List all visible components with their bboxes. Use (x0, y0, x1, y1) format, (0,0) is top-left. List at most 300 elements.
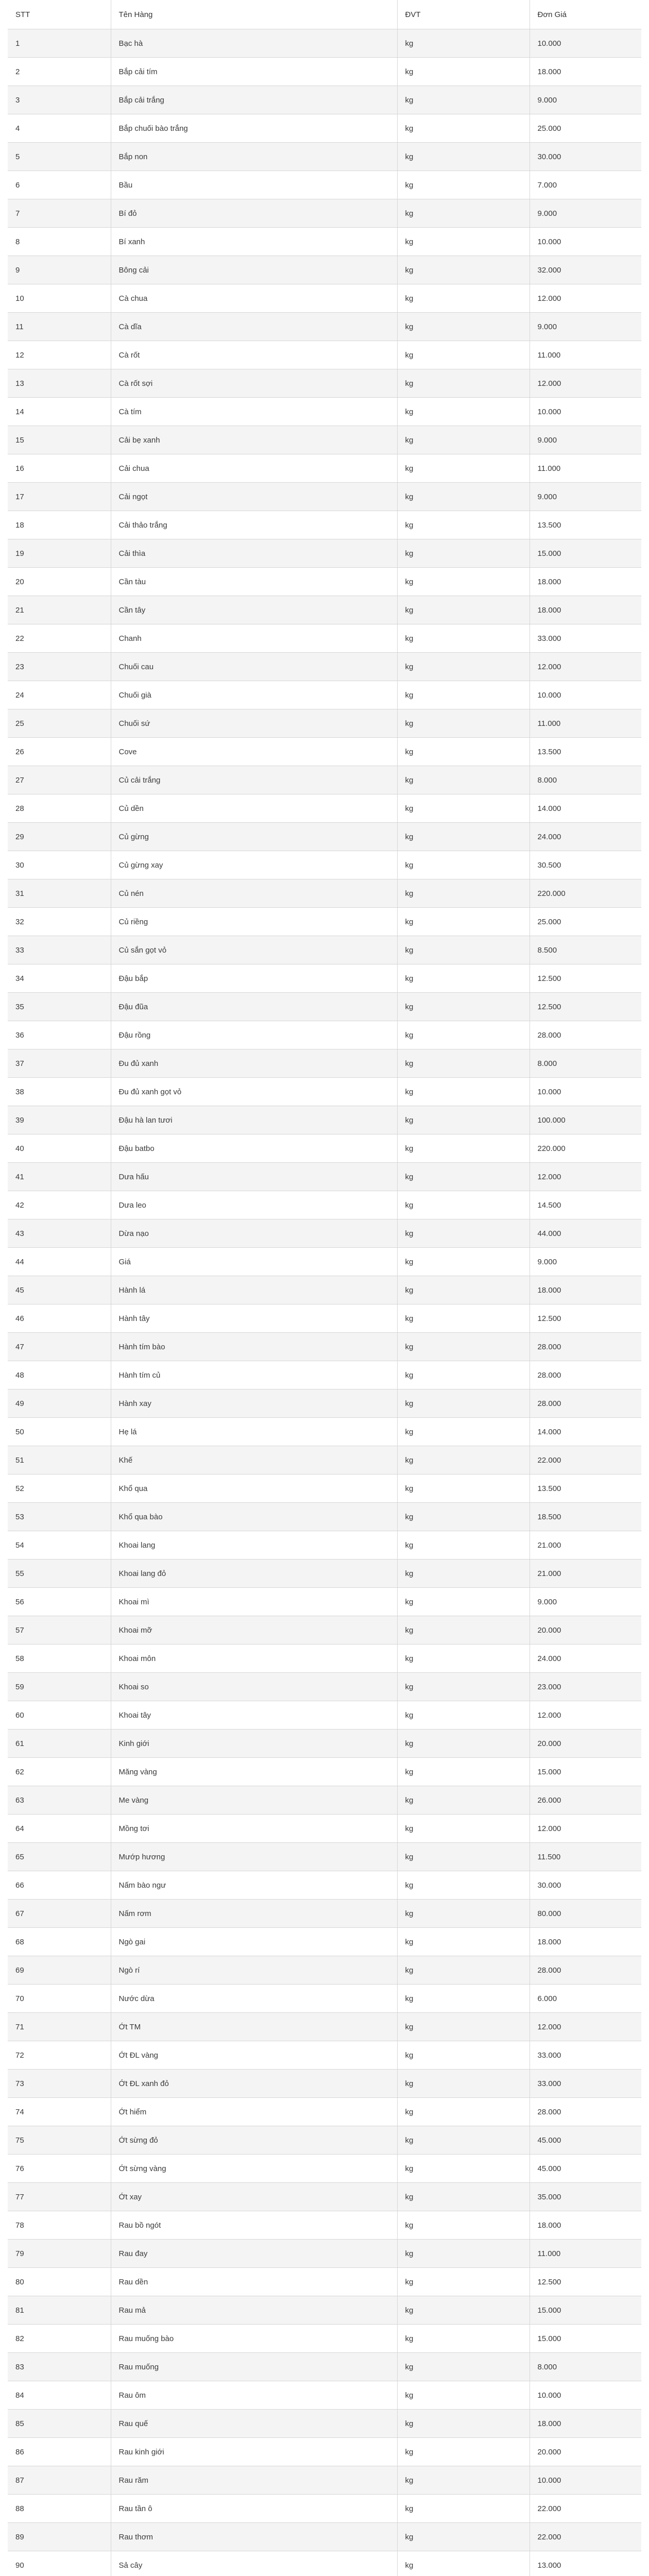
cell-price: 13.500 (530, 1475, 641, 1503)
cell-price: 12.500 (530, 964, 641, 993)
cell-price: 45.000 (530, 2155, 641, 2183)
table-row (8, 1304, 641, 1333)
cell-unit: kg (397, 483, 530, 511)
cell-unit: kg (397, 1900, 530, 1928)
cell-name: Khổ qua bào (111, 1503, 397, 1531)
cell-price: 33.000 (530, 624, 641, 653)
cell-price: 45.000 (530, 2126, 641, 2155)
cell-unit: kg (397, 2041, 530, 2070)
cell-unit: kg (397, 2070, 530, 2098)
cell-name: Măng vàng (111, 1758, 397, 1786)
cell-stt: 47 (8, 1333, 111, 1361)
cell-name: Ớt ĐL xanh đỏ (111, 2070, 397, 2098)
cell-price: 44.000 (530, 1219, 641, 1248)
cell-unit: kg (397, 1304, 530, 1333)
cell-stt: 18 (8, 511, 111, 539)
cell-stt: 40 (8, 1134, 111, 1163)
header-price: Đơn Giá (530, 0, 641, 29)
cell-price: 12.000 (530, 284, 641, 313)
cell-stt: 25 (8, 709, 111, 738)
cell-price: 28.000 (530, 1361, 641, 1389)
cell-name: Cove (111, 738, 397, 766)
cell-price: 15.000 (530, 2325, 641, 2353)
cell-price: 13.500 (530, 738, 641, 766)
table-row (8, 1078, 641, 1106)
cell-price: 28.000 (530, 2098, 641, 2126)
cell-name: Ớt sừng đỏ (111, 2126, 397, 2155)
cell-stt: 44 (8, 1248, 111, 1276)
cell-unit: kg (397, 1503, 530, 1531)
cell-unit: kg (397, 2013, 530, 2041)
cell-price: 8.000 (530, 1049, 641, 1078)
cell-price: 14.000 (530, 1418, 641, 1446)
cell-price: 9.000 (530, 1588, 641, 1616)
cell-unit: kg (397, 908, 530, 936)
table-row (8, 284, 641, 313)
cell-stt: 43 (8, 1219, 111, 1248)
cell-name: Cải chua (111, 454, 397, 483)
cell-name: Rau ôm (111, 2381, 397, 2410)
table-row (8, 2353, 641, 2381)
cell-unit: kg (397, 1928, 530, 1956)
cell-price: 220.000 (530, 1134, 641, 1163)
cell-name: Rau răm (111, 2466, 397, 2495)
cell-price: 18.000 (530, 1928, 641, 1956)
cell-unit: kg (397, 766, 530, 794)
cell-stt: 50 (8, 1418, 111, 1446)
cell-stt: 27 (8, 766, 111, 794)
cell-stt: 41 (8, 1163, 111, 1191)
cell-unit: kg (397, 2381, 530, 2410)
cell-unit: kg (397, 143, 530, 171)
cell-stt: 81 (8, 2296, 111, 2325)
cell-unit: kg (397, 964, 530, 993)
table-row (8, 1786, 641, 1815)
cell-unit: kg (397, 256, 530, 284)
cell-unit: kg (397, 511, 530, 539)
table-row (8, 2098, 641, 2126)
table-row (8, 1134, 641, 1163)
cell-stt: 71 (8, 2013, 111, 2041)
cell-stt: 73 (8, 2070, 111, 2098)
cell-unit: kg (397, 1163, 530, 1191)
cell-price: 23.000 (530, 1673, 641, 1701)
cell-unit: kg (397, 993, 530, 1021)
table-row (8, 228, 641, 256)
cell-price: 28.000 (530, 1021, 641, 1049)
table-row (8, 1871, 641, 1900)
cell-stt: 72 (8, 2041, 111, 2070)
cell-unit: kg (397, 681, 530, 709)
cell-unit: kg (397, 738, 530, 766)
cell-unit: kg (397, 1645, 530, 1673)
cell-unit: kg (397, 1815, 530, 1843)
cell-unit: kg (397, 2551, 530, 2576)
cell-stt: 57 (8, 1616, 111, 1645)
cell-price: 21.000 (530, 1560, 641, 1588)
cell-name: Bắp chuối bào trắng (111, 114, 397, 143)
cell-name: Nấm bào ngư (111, 1871, 397, 1900)
cell-price: 14.000 (530, 794, 641, 823)
cell-price: 9.000 (530, 86, 641, 114)
table-row (8, 341, 641, 369)
table-row (8, 1333, 641, 1361)
cell-unit: kg (397, 1843, 530, 1871)
table-row (8, 1276, 641, 1304)
cell-stt: 10 (8, 284, 111, 313)
cell-price: 28.000 (530, 1389, 641, 1418)
cell-name: Bí xanh (111, 228, 397, 256)
cell-name: Cải thảo trắng (111, 511, 397, 539)
cell-price: 10.000 (530, 398, 641, 426)
cell-name: Củ riềng (111, 908, 397, 936)
table-row (8, 2070, 641, 2098)
cell-stt: 1 (8, 29, 111, 58)
cell-stt: 37 (8, 1049, 111, 1078)
cell-name: Rau bồ ngót (111, 2211, 397, 2240)
cell-unit: kg (397, 398, 530, 426)
cell-unit: kg (397, 1333, 530, 1361)
table-row (8, 2551, 641, 2576)
table-row (8, 2325, 641, 2353)
table-row (8, 823, 641, 851)
cell-name: Củ gừng xay (111, 851, 397, 879)
cell-price: 15.000 (530, 1758, 641, 1786)
cell-stt: 26 (8, 738, 111, 766)
table-row (8, 29, 641, 58)
cell-price: 25.000 (530, 114, 641, 143)
cell-price: 12.000 (530, 1163, 641, 1191)
table-row (8, 766, 641, 794)
cell-unit: kg (397, 58, 530, 86)
table-row (8, 1730, 641, 1758)
cell-unit: kg (397, 539, 530, 568)
cell-price: 10.000 (530, 2381, 641, 2410)
cell-stt: 14 (8, 398, 111, 426)
cell-unit: kg (397, 2466, 530, 2495)
cell-price: 22.000 (530, 1446, 641, 1475)
cell-name: Ớt ĐL vàng (111, 2041, 397, 2070)
table-row (8, 2381, 641, 2410)
cell-unit: kg (397, 2240, 530, 2268)
cell-name: Khoai tây (111, 1701, 397, 1730)
cell-price: 10.000 (530, 29, 641, 58)
cell-stt: 42 (8, 1191, 111, 1219)
cell-price: 12.500 (530, 1304, 641, 1333)
table-row (8, 1219, 641, 1248)
cell-unit: kg (397, 1786, 530, 1815)
cell-stt: 35 (8, 993, 111, 1021)
table-header-row (8, 0, 641, 29)
cell-unit: kg (397, 2126, 530, 2155)
cell-price: 24.000 (530, 823, 641, 851)
cell-unit: kg (397, 851, 530, 879)
cell-name: Ớt hiểm (111, 2098, 397, 2126)
cell-price: 11.000 (530, 454, 641, 483)
cell-stt: 30 (8, 851, 111, 879)
cell-name: Dừa nạo (111, 1219, 397, 1248)
cell-unit: kg (397, 1673, 530, 1701)
cell-price: 20.000 (530, 2438, 641, 2466)
cell-price: 33.000 (530, 2070, 641, 2098)
cell-name: Cải thìa (111, 539, 397, 568)
cell-price: 13.000 (530, 2551, 641, 2576)
cell-unit: kg (397, 1106, 530, 1134)
cell-name: Đậu rồng (111, 1021, 397, 1049)
cell-name: Rau dền (111, 2268, 397, 2296)
cell-name: Đu đủ xanh (111, 1049, 397, 1078)
cell-name: Cà rốt (111, 341, 397, 369)
cell-price: 32.000 (530, 256, 641, 284)
cell-stt: 19 (8, 539, 111, 568)
cell-stt: 45 (8, 1276, 111, 1304)
cell-name: Củ nén (111, 879, 397, 908)
cell-name: Giá (111, 1248, 397, 1276)
table-row (8, 1701, 641, 1730)
cell-unit: kg (397, 879, 530, 908)
cell-stt: 82 (8, 2325, 111, 2353)
cell-stt: 69 (8, 1956, 111, 1985)
cell-name: Củ cải trắng (111, 766, 397, 794)
table-row (8, 1446, 641, 1475)
cell-stt: 23 (8, 653, 111, 681)
cell-price: 18.000 (530, 568, 641, 596)
cell-unit: kg (397, 2410, 530, 2438)
cell-stt: 2 (8, 58, 111, 86)
cell-stt: 49 (8, 1389, 111, 1418)
cell-stt: 64 (8, 1815, 111, 1843)
cell-price: 9.000 (530, 313, 641, 341)
cell-price: 100.000 (530, 1106, 641, 1134)
cell-name: Cần tây (111, 596, 397, 624)
table-row (8, 114, 641, 143)
cell-unit: kg (397, 313, 530, 341)
cell-unit: kg (397, 1475, 530, 1503)
cell-price: 11.000 (530, 709, 641, 738)
table-row (8, 1843, 641, 1871)
cell-price: 8.000 (530, 2353, 641, 2381)
table-row (8, 936, 641, 964)
cell-stt: 62 (8, 1758, 111, 1786)
cell-stt: 79 (8, 2240, 111, 2268)
cell-name: Cà dĩa (111, 313, 397, 341)
table-row (8, 2240, 641, 2268)
table-row (8, 681, 641, 709)
header-stt: STT (8, 0, 111, 29)
cell-price: 20.000 (530, 1616, 641, 1645)
cell-unit: kg (397, 1588, 530, 1616)
header-unit: ĐVT (397, 0, 530, 29)
table-row (8, 2438, 641, 2466)
cell-name: Đậu đũa (111, 993, 397, 1021)
cell-price: 30.500 (530, 851, 641, 879)
cell-unit: kg (397, 1531, 530, 1560)
cell-price: 13.500 (530, 511, 641, 539)
cell-unit: kg (397, 29, 530, 58)
cell-stt: 22 (8, 624, 111, 653)
cell-price: 11.000 (530, 2240, 641, 2268)
cell-price: 25.000 (530, 908, 641, 936)
cell-name: Khế (111, 1446, 397, 1475)
cell-stt: 3 (8, 86, 111, 114)
cell-stt: 89 (8, 2523, 111, 2551)
cell-name: Khoai môn (111, 1645, 397, 1673)
cell-name: Bạc hà (111, 29, 397, 58)
table-row (8, 1645, 641, 1673)
cell-stt: 77 (8, 2183, 111, 2211)
cell-unit: kg (397, 823, 530, 851)
cell-price: 220.000 (530, 879, 641, 908)
cell-name: Hành tây (111, 1304, 397, 1333)
cell-stt: 20 (8, 568, 111, 596)
cell-unit: kg (397, 1730, 530, 1758)
cell-price: 8.500 (530, 936, 641, 964)
cell-name: Hành tím củ (111, 1361, 397, 1389)
cell-price: 15.000 (530, 539, 641, 568)
cell-name: Ngò rí (111, 1956, 397, 1985)
cell-unit: kg (397, 1871, 530, 1900)
header-name: Tên Hàng (111, 0, 397, 29)
cell-unit: kg (397, 2325, 530, 2353)
cell-unit: kg (397, 936, 530, 964)
cell-name: Rau kinh giới (111, 2438, 397, 2466)
cell-price: 24.000 (530, 1645, 641, 1673)
cell-name: Bí đỏ (111, 199, 397, 228)
cell-name: Nước dừa (111, 1985, 397, 2013)
cell-name: Khoai lang đỏ (111, 1560, 397, 1588)
cell-price: 12.000 (530, 369, 641, 398)
cell-name: Chuối sứ (111, 709, 397, 738)
cell-name: Dưa leo (111, 1191, 397, 1219)
cell-name: Bắp cải trắng (111, 86, 397, 114)
cell-name: Bông cải (111, 256, 397, 284)
table-row (8, 2183, 641, 2211)
cell-stt: 16 (8, 454, 111, 483)
table-row (8, 596, 641, 624)
cell-name: Hành lá (111, 1276, 397, 1304)
table-row (8, 2041, 641, 2070)
cell-stt: 52 (8, 1475, 111, 1503)
cell-unit: kg (397, 1616, 530, 1645)
cell-name: Hẹ lá (111, 1418, 397, 1446)
table-row (8, 1616, 641, 1645)
table-row (8, 1560, 641, 1588)
cell-stt: 60 (8, 1701, 111, 1730)
cell-price: 30.000 (530, 1871, 641, 1900)
cell-price: 8.000 (530, 766, 641, 794)
cell-unit: kg (397, 1049, 530, 1078)
cell-stt: 24 (8, 681, 111, 709)
cell-name: Khoai mỡ (111, 1616, 397, 1645)
cell-price: 26.000 (530, 1786, 641, 1815)
cell-unit: kg (397, 1134, 530, 1163)
cell-stt: 70 (8, 1985, 111, 2013)
cell-stt: 28 (8, 794, 111, 823)
cell-unit: kg (397, 794, 530, 823)
cell-price: 6.000 (530, 1985, 641, 2013)
cell-stt: 80 (8, 2268, 111, 2296)
cell-name: Khoai lang (111, 1531, 397, 1560)
cell-stt: 11 (8, 313, 111, 341)
cell-unit: kg (397, 454, 530, 483)
cell-unit: kg (397, 2155, 530, 2183)
cell-name: Đậu batbo (111, 1134, 397, 1163)
cell-price: 18.000 (530, 596, 641, 624)
cell-price: 14.500 (530, 1191, 641, 1219)
cell-unit: kg (397, 709, 530, 738)
cell-name: Rau mả (111, 2296, 397, 2325)
cell-stt: 39 (8, 1106, 111, 1134)
cell-stt: 7 (8, 199, 111, 228)
cell-unit: kg (397, 1078, 530, 1106)
cell-stt: 55 (8, 1560, 111, 1588)
cell-unit: kg (397, 1418, 530, 1446)
cell-unit: kg (397, 2098, 530, 2126)
cell-unit: kg (397, 1191, 530, 1219)
cell-name: Khổ qua (111, 1475, 397, 1503)
cell-stt: 17 (8, 483, 111, 511)
cell-unit: kg (397, 1361, 530, 1389)
cell-unit: kg (397, 1219, 530, 1248)
table-row (8, 1106, 641, 1134)
cell-name: Nấm rơm (111, 1900, 397, 1928)
cell-stt: 56 (8, 1588, 111, 1616)
cell-name: Củ dền (111, 794, 397, 823)
cell-stt: 59 (8, 1673, 111, 1701)
cell-stt: 88 (8, 2495, 111, 2523)
cell-stt: 67 (8, 1900, 111, 1928)
cell-name: Mồng tơi (111, 1815, 397, 1843)
cell-unit: kg (397, 114, 530, 143)
table-row (8, 1021, 641, 1049)
cell-unit: kg (397, 1985, 530, 2013)
table-row (8, 2155, 641, 2183)
table-row (8, 2523, 641, 2551)
table-row (8, 483, 641, 511)
table-row (8, 1928, 641, 1956)
cell-name: Cải ngọt (111, 483, 397, 511)
table-row (8, 86, 641, 114)
cell-unit: kg (397, 228, 530, 256)
cell-price: 10.000 (530, 681, 641, 709)
cell-price: 12.000 (530, 1701, 641, 1730)
cell-stt: 46 (8, 1304, 111, 1333)
cell-price: 12.000 (530, 653, 641, 681)
table-row (8, 1191, 641, 1219)
cell-stt: 12 (8, 341, 111, 369)
cell-stt: 9 (8, 256, 111, 284)
table-row (8, 709, 641, 738)
cell-stt: 29 (8, 823, 111, 851)
table-row (8, 2268, 641, 2296)
table-row (8, 1418, 641, 1446)
cell-stt: 75 (8, 2126, 111, 2155)
table-row (8, 1758, 641, 1786)
table-row (8, 369, 641, 398)
table-row (8, 879, 641, 908)
table-row (8, 1475, 641, 1503)
cell-name: Kinh giới (111, 1730, 397, 1758)
cell-name: Bắp non (111, 143, 397, 171)
cell-unit: kg (397, 2268, 530, 2296)
table-row (8, 143, 641, 171)
cell-unit: kg (397, 284, 530, 313)
cell-price: 33.000 (530, 2041, 641, 2070)
cell-unit: kg (397, 1248, 530, 1276)
cell-stt: 21 (8, 596, 111, 624)
table-row (8, 1389, 641, 1418)
cell-stt: 8 (8, 228, 111, 256)
